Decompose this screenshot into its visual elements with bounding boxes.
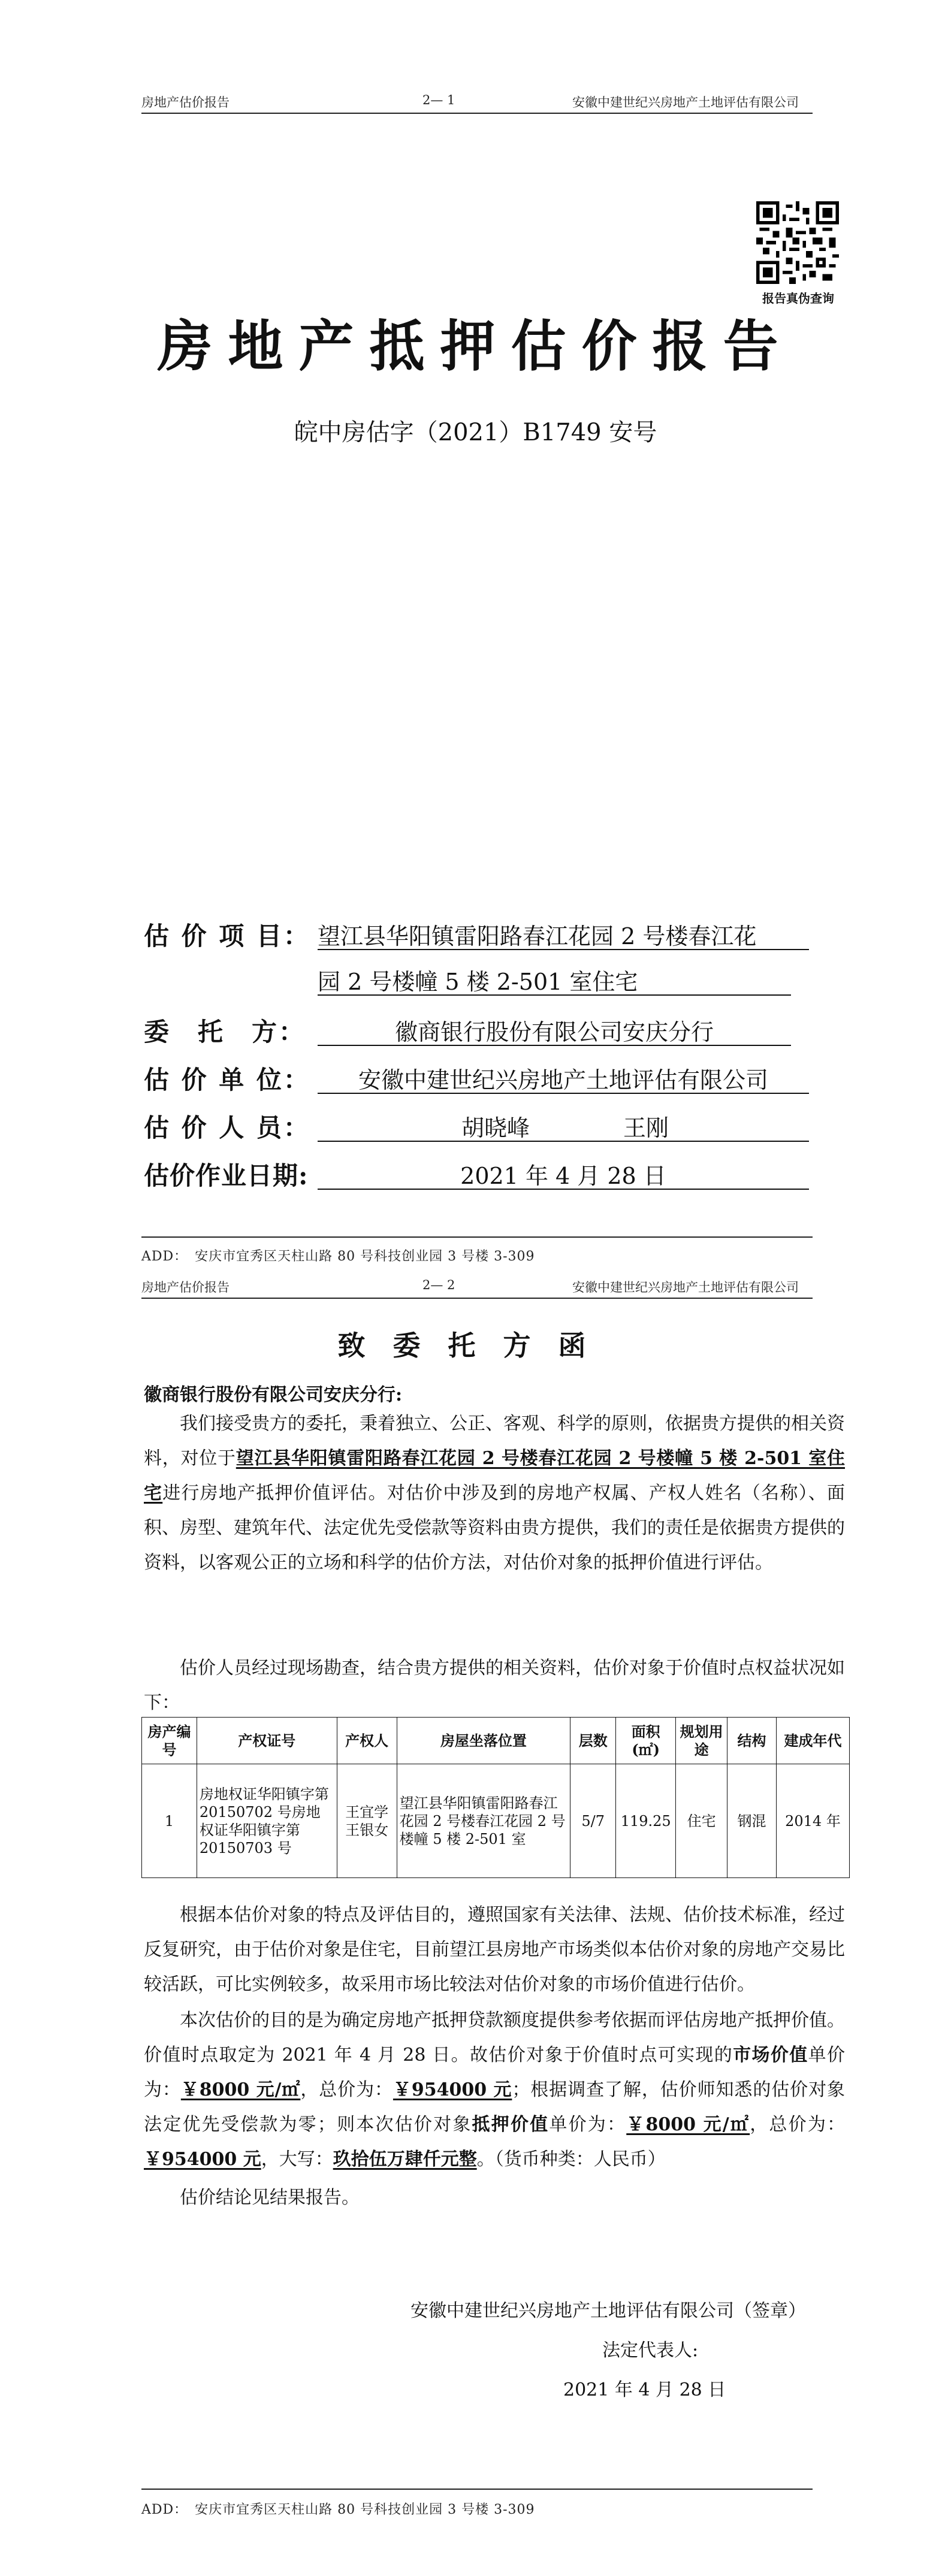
signature-representative: 法定代表人:: [602, 2340, 699, 2361]
property-table: [141, 1717, 850, 1878]
col-header-floors: 层数: [570, 1718, 616, 1764]
appraisers-underline: [318, 1141, 809, 1142]
p4-text-m: ，大写：: [261, 2149, 333, 2170]
project-value-line1: 望江县华阳镇雷阳路春江花园 2 号楼春江花: [318, 923, 757, 950]
cell-floors: 5/7: [570, 1764, 616, 1878]
report-number: 皖中房估字（2021）B1749 安号: [294, 419, 657, 446]
cell-structure: 钢混: [727, 1764, 777, 1878]
appraiser-1: 胡晓峰: [461, 1115, 530, 1141]
mortgage-unit-price: ￥8000 元/㎡: [626, 2114, 750, 2135]
cell-no: 1: [142, 1764, 197, 1878]
signature-date: 2021 年 4 月 28 日: [563, 2380, 726, 2400]
appraiser-2: 王刚: [623, 1115, 669, 1141]
paragraph-1-text-c: 进行房地产抵押价值评估。对估价中涉及到的房地产权属、产权人姓名（名称）、面积、房型、建筑年代、法定优先受偿款等资料由贵方提供，我们的责任是依据贵方提供的资料，以客观公正的立场和科学的估价方法，对估价对象的抵押价值进行评估。: [144, 1483, 846, 1573]
work-date-label: 估价作业日期:: [144, 1161, 309, 1190]
mortgage-total-price: ￥954000 元: [144, 2149, 261, 2170]
property-address-highlight: 望江县华阳镇雷阳路春江花园 2 号楼春江花园 2 号楼幢 5 楼 2-501 室住宅: [144, 1448, 846, 1504]
project-underline-2: [318, 994, 791, 996]
signature-company: 安徽中建世纪兴房地产土地评估有限公司（签章）: [410, 2300, 806, 2321]
page2-header-left: 房地产估价报告: [141, 1280, 230, 1295]
client-value: 徽商银行股份有限公司安庆分行: [394, 1019, 714, 1045]
client-label: 委 托 方：: [144, 1017, 306, 1047]
col-header-no: 房产编号: [142, 1718, 197, 1764]
page1-header-left: 房地产估价报告: [141, 95, 230, 110]
table-row: [142, 1764, 850, 1878]
paragraph-3: 根据本估价对象的特点及评估目的，遵照国家有关法律、法规、估价技术标准，经过反复研究，由于估价对象是住宅，目前望江县房地产市场类似本估价对象的房地产交易比较活跃，可比实例较多，故采用市场比较法对估价对象的市场价值进行估价。: [144, 1904, 845, 1995]
cell-cert: 房地权证华阳镇字第 20150702 号房地权证华阳镇字第 20150703 号: [197, 1764, 337, 1878]
project-label: 估 价 项 目：: [144, 921, 310, 951]
unit-underline: [318, 1093, 809, 1094]
unit-label: 估 价 单 位：: [144, 1065, 310, 1095]
p4-text-a: 本次估价的目的是为确定房地产抵押贷款额度提供参考依据而评估房地产抵押价值。价值时点取定为 2021 年 4 月 28 日。故估价对象于价值时点可实现的: [144, 2010, 845, 2066]
p4-text-i: 单价为：: [549, 2114, 627, 2135]
report-title: 房地产抵押估价报告: [157, 314, 794, 379]
cell-owner: 王宜学王银女: [337, 1764, 397, 1878]
page2-header-right: 安徽中建世纪兴房地产土地评估有限公司: [572, 1280, 799, 1295]
page2-footer-address: ADD： 安庆市宜秀区天柱山路 80 号科技创业园 3 号楼 3-309: [141, 2502, 535, 2517]
cell-year: 2014 年: [777, 1764, 850, 1878]
table-header-row: [142, 1718, 850, 1764]
page1-footer-rule: [141, 1236, 813, 1238]
paragraph-2: 估价人员经过现场勘查，结合贵方提供的相关资料，估价对象于价值时点权益状况如下：: [144, 1658, 845, 1713]
p4-text-o: 。（货币种类：人民币）: [476, 2149, 666, 2170]
mortgage-value-label: 抵押价值: [472, 2114, 550, 2135]
col-header-structure: 结构: [727, 1718, 777, 1764]
project-underline-1: [318, 949, 809, 950]
page1-header-page-number: 2— 1: [422, 93, 455, 107]
paragraph-1-text-a: 我们接受贵方的委托，秉着独立、公正、客观、科学的原则，依据贵方提供的相关资料，对位于: [144, 1413, 845, 1469]
page2-header-page-number: 2— 2: [422, 1278, 455, 1292]
col-header-area: 面积(㎡): [616, 1718, 676, 1764]
unit-value: 安徽中建世纪兴房地产土地评估有限公司: [358, 1067, 768, 1093]
p4-text-g: ；根据调查了解，估价师知悉的估价对象法定优先受偿款为零；则本次估价对象: [144, 2079, 846, 2135]
col-header-year: 建成年代: [777, 1718, 850, 1764]
qr-caption: 报告真伪查询: [762, 291, 834, 306]
project-value-line2: 园 2 号楼幢 5 楼 2-501 室住宅: [318, 969, 638, 995]
qr-code-icon: [756, 201, 839, 284]
client-underline: [318, 1045, 791, 1046]
col-header-cert: 产权证号: [197, 1718, 337, 1764]
salutation: 徽商银行股份有限公司安庆分行:: [144, 1384, 403, 1405]
page2-header-rule: [141, 1298, 813, 1299]
work-date-value: 2021 年 4 月 28 日: [460, 1163, 666, 1189]
paragraph-4: [144, 2003, 845, 2177]
market-unit-price: ￥8000 元/㎡: [180, 2079, 301, 2100]
page1-header-right: 安徽中建世纪兴房地产土地评估有限公司: [572, 95, 799, 110]
col-header-owner: 产权人: [337, 1718, 397, 1764]
page1-header-rule: [141, 113, 813, 114]
cell-location: 望江县华阳镇雷阳路春江花园 2 号楼春江花园 2 号楼幢 5 楼 2-501 室: [397, 1764, 570, 1878]
page1-footer-address: ADD： 安庆市宜秀区天柱山路 80 号科技创业园 3 号楼 3-309: [141, 1249, 535, 1264]
market-value-label: 市场价值: [733, 2045, 808, 2066]
work-date-underline: [318, 1189, 809, 1190]
market-total-price: ￥954000 元: [393, 2079, 512, 2100]
col-header-use: 规划用途: [676, 1718, 727, 1764]
paragraph-5: 估价结论见结果报告。: [180, 2187, 360, 2208]
p4-text-e: ，总价为：: [300, 2079, 393, 2100]
appraisers-label: 估 价 人 员：: [144, 1113, 310, 1142]
amount-in-words: 玖拾伍万肆仟元整: [333, 2149, 477, 2170]
cell-area: 119.25: [616, 1764, 676, 1878]
page2-footer-rule: [141, 2489, 813, 2490]
paragraph-1: [144, 1407, 845, 1580]
cell-use: 住宅: [676, 1764, 727, 1878]
p4-text-c: 单价为：: [144, 2045, 846, 2100]
letter-title: 致委托方函: [337, 1329, 614, 1362]
p4-text-k: ，总价为：: [750, 2114, 846, 2135]
col-header-location: 房屋坐落位置: [397, 1718, 570, 1764]
